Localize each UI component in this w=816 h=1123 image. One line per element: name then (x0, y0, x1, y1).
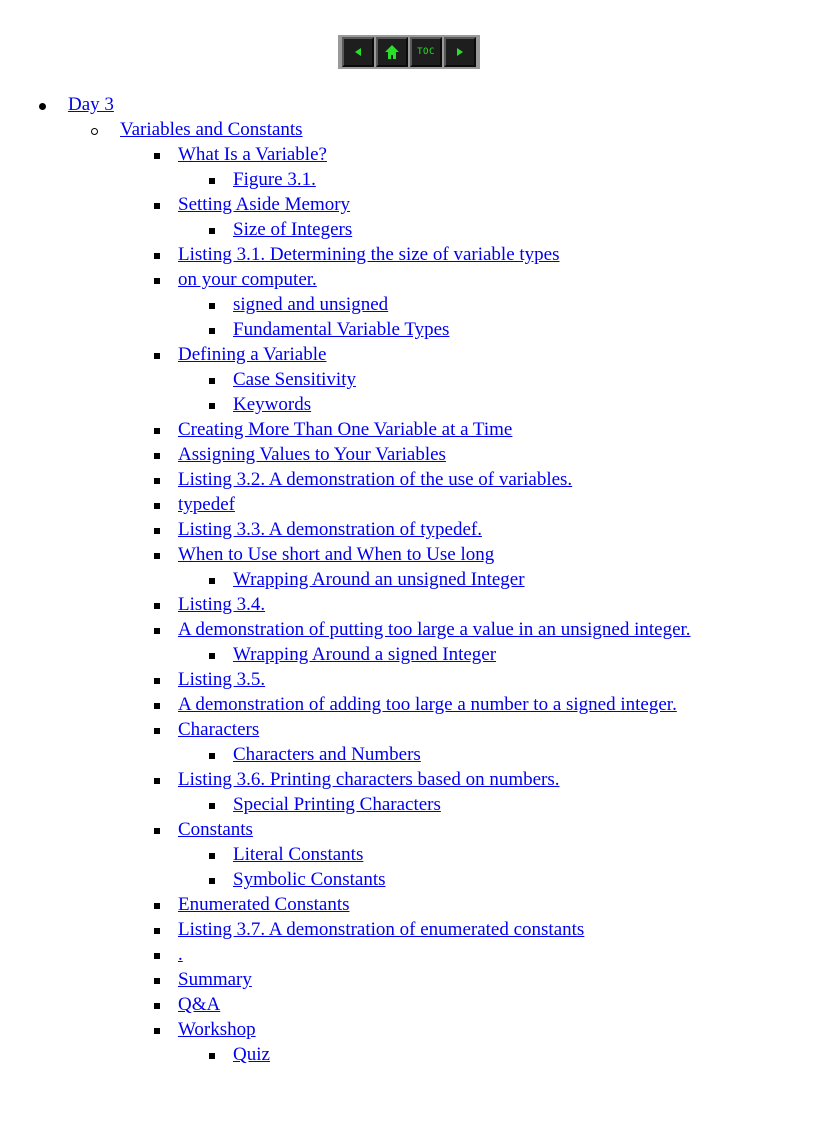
section-link[interactable]: Characters (178, 719, 260, 740)
section-item (178, 192, 691, 242)
section-link[interactable]: Listing 3.7. A demonstration of enumerated constants (178, 919, 585, 940)
subsection-list (178, 792, 691, 817)
section-item (178, 667, 691, 692)
home-button[interactable] (376, 37, 408, 67)
prev-button[interactable] (342, 37, 374, 67)
toc-icon: TOC (417, 47, 435, 57)
section-item (178, 467, 691, 492)
section-link[interactable]: Listing 3.4. (178, 594, 266, 615)
subsection-link[interactable]: Case Sensitivity (233, 369, 356, 390)
subsection-item (233, 867, 691, 892)
section-link[interactable]: Listing 3.2. A demonstration of the use of variables. (178, 469, 573, 490)
toc-chapter-item (120, 117, 691, 1067)
section-item (178, 617, 691, 667)
subsection-link[interactable]: Fundamental Variable Types (233, 319, 450, 340)
section-link[interactable]: Q&A (178, 994, 221, 1015)
subsection-item (233, 292, 691, 317)
section-link[interactable]: Workshop (178, 1019, 256, 1040)
subsection-link[interactable]: Symbolic Constants (233, 869, 386, 890)
subsection-item (233, 392, 691, 417)
section-item (178, 442, 691, 467)
section-link[interactable]: Setting Aside Memory (178, 194, 351, 215)
section-item (178, 817, 691, 892)
subsection-link[interactable]: Literal Constants (233, 844, 364, 865)
section-link[interactable]: A demonstration of adding too large a number to a signed integer. (178, 694, 677, 715)
subsection-link[interactable]: Keywords (233, 394, 312, 415)
section-link[interactable]: . (178, 944, 183, 965)
subsection-link[interactable]: Figure 3.1. (233, 169, 316, 190)
section-link[interactable]: Constants (178, 819, 253, 840)
subsection-list (178, 642, 691, 667)
section-link[interactable]: Defining a Variable (178, 344, 327, 365)
section-link[interactable]: Listing 3.1. Determining the size of variable types (178, 244, 560, 265)
table-of-contents (0, 92, 691, 1067)
subsection-item (233, 642, 691, 667)
section-item (178, 767, 691, 817)
section-link[interactable]: Listing 3.6. Printing characters based on numbers. (178, 769, 560, 790)
subsection-item (233, 842, 691, 867)
subsection-list (178, 217, 691, 242)
subsection-item (233, 742, 691, 767)
subsection-item (233, 792, 691, 817)
day-link[interactable]: Day 3 (68, 94, 114, 115)
section-item (178, 242, 691, 267)
section-item (178, 517, 691, 542)
section-list (120, 142, 691, 1067)
navigation-bar (338, 35, 480, 69)
section-item (178, 692, 691, 717)
section-link[interactable]: What Is a Variable? (178, 144, 327, 165)
section-link[interactable]: Listing 3.5. (178, 669, 266, 690)
next-button[interactable] (444, 37, 476, 67)
home-icon (384, 44, 400, 60)
section-item (178, 892, 691, 917)
arrow-right-icon (456, 48, 464, 56)
arrow-left-icon (354, 48, 362, 56)
subsection-link[interactable]: Wrapping Around a signed Integer (233, 644, 497, 665)
section-item (178, 992, 691, 1017)
section-item (178, 942, 691, 967)
section-link[interactable]: A demonstration of putting too large a value in an unsigned integer. (178, 619, 691, 640)
subsection-link[interactable]: Special Printing Characters (233, 794, 441, 815)
section-item (178, 967, 691, 992)
subsection-list (178, 842, 691, 892)
subsection-item (233, 367, 691, 392)
section-item (178, 717, 691, 767)
subsection-link[interactable]: Characters and Numbers (233, 744, 421, 765)
subsection-item (233, 1042, 691, 1067)
toc-button[interactable] (410, 37, 442, 67)
subsection-item (233, 167, 691, 192)
section-item (178, 417, 691, 442)
subsection-item (233, 567, 691, 592)
subsection-link[interactable]: Quiz (233, 1044, 270, 1065)
section-item (178, 917, 691, 942)
toc-day-item (68, 92, 691, 1067)
subsection-item (233, 217, 691, 242)
section-link[interactable]: Summary (178, 969, 252, 990)
subsection-list (178, 367, 691, 417)
subsection-list (178, 292, 691, 342)
subsection-link[interactable]: Size of Integers (233, 219, 353, 240)
section-item (178, 1017, 691, 1067)
subsection-list (178, 167, 691, 192)
subsection-link[interactable]: signed and unsigned (233, 294, 389, 315)
section-item (178, 342, 691, 417)
section-item (178, 592, 691, 617)
section-item (178, 142, 691, 192)
subsection-list (178, 567, 691, 592)
subsection-link[interactable]: Wrapping Around an unsigned Integer (233, 569, 525, 590)
section-link[interactable]: Creating More Than One Variable at a Time (178, 419, 513, 440)
section-item (178, 542, 691, 592)
subsection-list (178, 1042, 691, 1067)
section-item (178, 267, 691, 342)
chapter-link[interactable]: Variables and Constants (120, 119, 303, 140)
subsection-list (178, 742, 691, 767)
section-link[interactable]: Enumerated Constants (178, 894, 350, 915)
subsection-item (233, 317, 691, 342)
chapter-list (68, 117, 691, 1067)
section-link[interactable]: When to Use short and When to Use long (178, 544, 495, 565)
section-link[interactable]: Listing 3.3. A demonstration of typedef. (178, 519, 482, 540)
section-item (178, 492, 691, 517)
section-link[interactable]: typedef (178, 494, 235, 515)
section-link[interactable]: on your computer. (178, 269, 317, 290)
section-link[interactable]: Assigning Values to Your Variables (178, 444, 446, 465)
